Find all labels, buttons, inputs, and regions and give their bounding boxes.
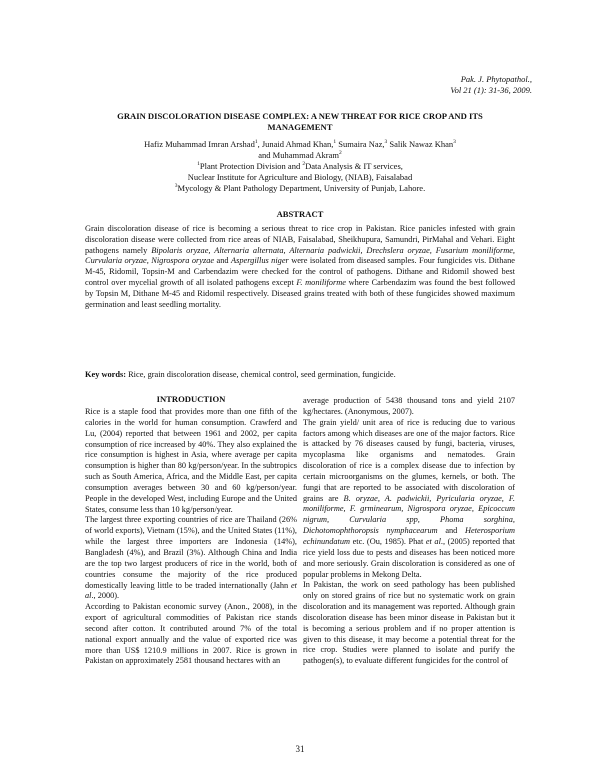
affiliation-text: Plant Protection Division and [199, 161, 303, 171]
affiliation-1 [80, 161, 520, 172]
author-name: Sumaira Naz, [336, 139, 385, 149]
paragraph: Rice is a staple food that provides more than one fifth of the calories in the world for human consumption. Crawferd and Lu, (2004) reported that between 1961 and 2002, per capita consumption of rice increased by 40%. They also explained the rice consumption is highest in Asia, where average per capita consumption is higher than 80 kg/person/year. In the subtropics such as South America, Africa, and the Middle East, per capita consumption averages between 30 and 60 kg/person/year. People in the developed West, including Europe and the United States, consume less than 10 kg/person/year. [85, 407, 297, 514]
abstract-species: Aspergillus niger [231, 256, 289, 266]
author-line-1 [80, 139, 520, 150]
author-name: and Muhammad Akram [258, 150, 339, 160]
keywords-label: Key words: [85, 370, 127, 379]
paragraph-italic: et al [85, 580, 297, 601]
affiliation-sup: 3 [174, 183, 178, 190]
paragraph-text: ., 2000). [91, 591, 120, 601]
author-name: , Junaid Ahmad Khan, [257, 139, 334, 149]
keywords-text: Rice, grain discoloration disease, chemical control, seed germination, fungicide. [126, 370, 396, 379]
paper-title: GRAIN DISCOLORATION DISEASE COMPLEX: A NEW THREAT FOR RICE CROP AND ITS MANAGEMENT [117, 111, 483, 132]
author-sup: 1 [333, 139, 337, 146]
journal-name: Pak. J. Phytopathol., [460, 74, 532, 84]
abstract-text: were isolated from diseased samples. Four fungicides vis. Dithane M-45, Ridomil, Topsin-M and Carbendazim were checked for the control of pathogens. Dithane and Ridomil showed best control over mycelial growth of all isolated pathogens except [85, 256, 515, 287]
keywords [85, 370, 515, 381]
abstract-text: Grain discoloration disease of rice is becoming a serious threat to rice crop in Pakistan. Rice panicles infested with grain discoloration disease were collected from rice areas of NIAB, Faisalabad, Sheikhupura, Samundri, PirMahal and Vehari. Eight pathogens namely [85, 224, 515, 255]
author-name: Hafiz Muhammad Imran Arshad [144, 139, 255, 149]
abstract-species: Bipolaris oryzae, Alternaria alternata, Alternaria padwickii, Drechslera oryzae, Fusarium moniliforme, Curvularia oryzae, Nigrospora oryzae [85, 245, 516, 266]
affiliation-text: Data Analysis & IT services, [305, 161, 403, 171]
paragraph: In Pakistan, the work on seed pathology has been published only on stored grains of rice but no systematic work on grain discoloration and its management was reported. Although grain discoloration disease has been minor disease in Pakistan but it is becoming a serious problem and if no proper attention is given to this disease, it may become a potential threat for the rice crop. Studies were planned to isolate and purify the pathogen(s), to evaluate different fungicides for the control of [303, 580, 515, 666]
paragraph [85, 515, 297, 602]
left-column [85, 407, 297, 667]
paragraph: average production of 5438 thousand tons and yield 2107 kg/hectares. (Anonymous, 2007). [303, 396, 515, 416]
paragraph-text: ., (2005) reported that rice yield loss due to pests and diseases has been noticed more and more seriously. Grain discoloration is considered as one of popular problems in Mekong Delta. [303, 536, 516, 579]
abstract-heading: ABSTRACT [276, 209, 324, 219]
abstract-body [85, 224, 515, 310]
author-line-2 [80, 150, 520, 161]
journal-volume: Vol 21 (1): 31-36, 2009. [450, 85, 532, 95]
paragraph-text: The largest three exporting countries of rice are Thailand (26% of world exports), Vietnam (15%), and the United States (11%), while the largest three importers are Indonesia (14%), Bangladesh (4%), and Brazil (3%). Although China and India are the top two largest producers of rice in the world, both of countries consume the majority of the rice produced domestically leaving little to be traded internationally (Jahn [85, 515, 297, 590]
paragraph-species: B. oryzae, A. padwickii, Pyricularia oryzae, F. moniliforme, F. grminearum, Nigrospora oryzae, Epicoccum nigrum, Curvularia spp, Phoma sorghina, Dichotomophthoropsis nymphacearum [303, 493, 515, 536]
paragraph-italic: et al [425, 536, 441, 546]
affiliation-sup: 2 [302, 161, 306, 168]
author-sup: 1 [254, 139, 258, 146]
paragraph-text: and [437, 526, 466, 536]
journal-citation [450, 74, 532, 96]
affiliation-sup: 1 [197, 161, 200, 168]
page-number: 31 [295, 744, 305, 754]
right-column [303, 396, 515, 667]
paragraph-text: The grain yield/ unit area of rice is reducing due to various factors among which diseases are one of the major factors. Rice is attacked by 76 diseases caused by fungi, bacteria, viruses, mycoplasma like organisms and nematodes. Grain discoloration of rice is a complex disease due to infection by certain microorganisms on the glumes, kernels, or both. The fungi that are reported to be associated with discoloration of grains are [303, 417, 515, 503]
author-sup: 3 [384, 139, 388, 146]
author-sup: 2 [338, 150, 342, 157]
abstract-species: F. moniliforme [296, 277, 346, 287]
paragraph-text: etc. (Ou, 1985). Phat [350, 536, 426, 546]
affiliation-3 [80, 183, 520, 194]
paragraph [303, 418, 515, 581]
paragraph: According to Pakistan economic survey (Anon., 2008), in the export of agricultural commodities of Pakistan rice stands second after cotton. It contributed around 7% of the total national export annually and the value of exported rice was more than US$ 1210.9 millions in 2007. Rice is grown in Pakistan on approximately 2581 thousand hectares with an [85, 602, 297, 666]
introduction-heading: INTRODUCTION [156, 394, 226, 404]
abstract-text: where Carbendazim was found the best followed by Topsin M, Dithane M-45 and Ridomil respectively. Diseased grains treated with both of these fungicides showed maximum germination and least seedling mortality. [85, 277, 516, 309]
author-block [80, 139, 520, 194]
paragraph-species: Heterosporium echinundatum [303, 526, 515, 546]
abstract-text: and [214, 256, 232, 266]
author-name: Salik Nawaz Khan [387, 139, 454, 149]
affiliation-text: Mycology & Plant Pathology Department, University of Punjab, Lahore. [177, 183, 426, 193]
author-sup: 3 [453, 139, 456, 146]
affiliation-2: Nuclear Institute for Agriculture and Biology, (NIAB), Faisalabad [187, 172, 413, 182]
